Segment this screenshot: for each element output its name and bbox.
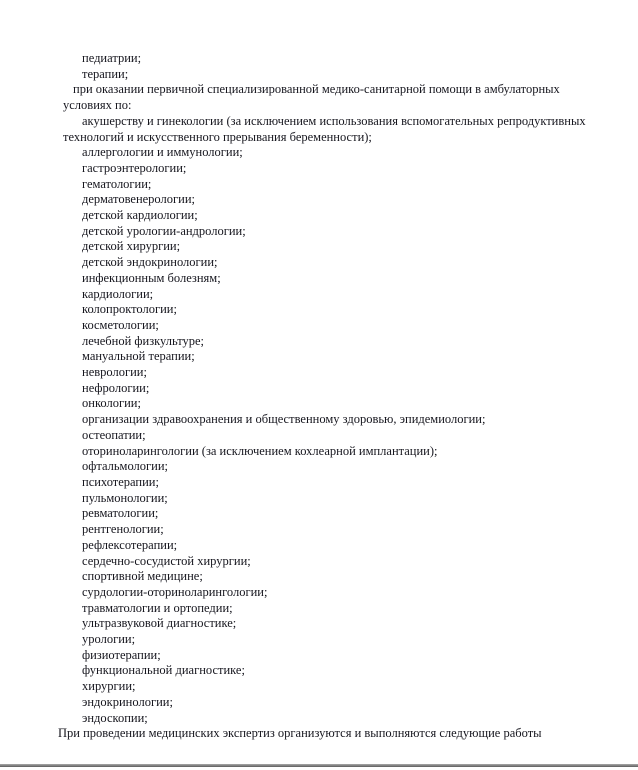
text-line: При проведении медицинских экспертиз организуются и выполняются следующие работы bbox=[58, 726, 542, 741]
text-line: гематологии; bbox=[82, 176, 152, 191]
text-line: дерматовенерологии; bbox=[82, 192, 195, 207]
text-line: хирургии; bbox=[82, 679, 136, 694]
text-line: рефлексотерапии; bbox=[82, 537, 178, 552]
text-line: косметологии; bbox=[82, 317, 159, 332]
text-line: нефрологии; bbox=[82, 380, 150, 395]
text-line: детской кардиологии; bbox=[82, 208, 198, 223]
text-line: офтальмологии; bbox=[82, 459, 169, 474]
text-line: колопроктологии; bbox=[82, 302, 177, 317]
text-line: при оказании первичной специализированной медико-санитарной помощи в амбулаторных bbox=[73, 82, 560, 97]
text-line: сурдологии-оториноларингологии; bbox=[82, 584, 268, 599]
text-line: организации здравоохранения и общественному здоровью, эпидемиологии; bbox=[82, 412, 486, 427]
text-line: оториноларингологии (за исключением кохлеарной имплантации); bbox=[82, 443, 438, 458]
text-line: рентгенологии; bbox=[82, 522, 164, 537]
text-line: физиотерапии; bbox=[82, 647, 161, 662]
text-line: детской эндокринологии; bbox=[82, 255, 218, 270]
text-line: кардиологии; bbox=[82, 286, 154, 301]
text-line: пульмонологии; bbox=[82, 490, 168, 505]
text-line: детской хирургии; bbox=[82, 239, 181, 254]
text-line: условиях по: bbox=[63, 98, 132, 113]
text-line: аллергологии и иммунологии; bbox=[82, 145, 243, 160]
text-line: педиатрии; bbox=[82, 51, 142, 65]
page-bottom-border bbox=[0, 764, 638, 767]
text-line: инфекционным болезням; bbox=[82, 270, 221, 285]
text-line: технологий и искусственного прерывания беременности); bbox=[63, 129, 372, 144]
text-line: терапии; bbox=[82, 66, 129, 81]
text-line: ультразвуковой диагностике; bbox=[82, 616, 237, 631]
text-line: онкологии; bbox=[82, 396, 141, 411]
text-line: остеопатии; bbox=[82, 427, 146, 442]
text-line: урологии; bbox=[82, 632, 136, 647]
text-line: мануальной терапии; bbox=[82, 349, 195, 364]
text-line: сердечно-сосудистой хирургии; bbox=[82, 553, 251, 568]
text-line: ревматологии; bbox=[82, 506, 159, 521]
text-line: травматологии и ортопедии; bbox=[82, 600, 233, 615]
text-line: эндокринологии; bbox=[82, 694, 173, 709]
text-line: лечебной физкультуре; bbox=[82, 333, 205, 348]
text-line: спортивной медицине; bbox=[82, 569, 203, 584]
text-line: психотерапии; bbox=[82, 474, 159, 489]
text-line: акушерству и гинекологии (за исключением использования вспомогательных репродуктивных bbox=[82, 113, 586, 128]
document-text bbox=[0, 51, 638, 742]
text-line: эндоскопии; bbox=[82, 710, 148, 725]
text-line: неврологии; bbox=[82, 365, 147, 380]
text-line: функциональной диагностике; bbox=[82, 663, 245, 678]
text-line: детской урологии-андрологии; bbox=[82, 223, 246, 238]
text-line: гастроэнтерологии; bbox=[82, 160, 187, 175]
